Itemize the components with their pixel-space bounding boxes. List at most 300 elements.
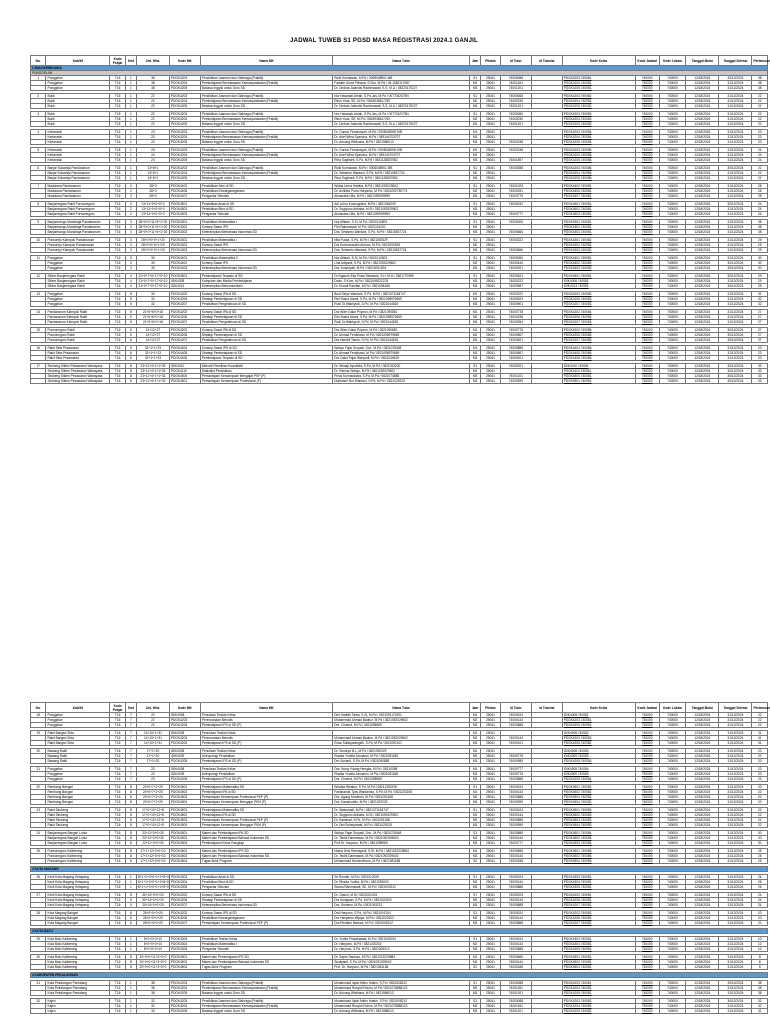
- cell-kab: Kecil Kota Magang Ketapang: [46, 893, 110, 898]
- cell-pil: 25041: [481, 859, 501, 864]
- cell-kab: Kertanelai: [46, 140, 110, 145]
- cell-prt: 24: [752, 153, 768, 158]
- cell-pok: T16: [110, 731, 125, 736]
- cell-prt: 22: [752, 718, 768, 723]
- cell-pil: 25041: [481, 880, 501, 885]
- cell-smt: 7: [125, 777, 136, 782]
- cell-smt: 1: [125, 112, 136, 117]
- cell-kab: Banjarnegara Bangsri Luhur: [46, 831, 110, 836]
- cell-sel: 31/12/2024: [719, 741, 752, 746]
- cell-kab: Kertanelai: [46, 158, 110, 163]
- cell-jam: M2: [470, 1004, 481, 1009]
- cell-pil: 25041: [481, 356, 501, 361]
- cell-kode: PDGK4502: [169, 813, 200, 818]
- cell-jam: M3: [470, 302, 481, 307]
- column-header: Kode Kelas: [562, 703, 635, 713]
- cell-sel: 31/12/2024: [719, 991, 752, 996]
- cell-lok: 740000: [659, 713, 685, 718]
- cell-smt: 4: [125, 274, 136, 279]
- cell-jad: 740000: [635, 831, 659, 836]
- cell-lok: 740000: [659, 86, 685, 91]
- cell-jml: 38: [136, 86, 169, 91]
- cell-kode: PDGK4501: [169, 831, 200, 836]
- cell-smt: 7: [125, 718, 136, 723]
- cell-tutor: Nila Fuska, S.Pd, M.Pd / 0821092529: [333, 238, 470, 243]
- cell-smt: 1: [125, 981, 136, 986]
- cell-mulai: 12/18/2024: [686, 184, 719, 189]
- subsection-label: PUNGGELAN: [31, 71, 768, 76]
- cell-kelas: PDGK4110.740081: [562, 369, 635, 374]
- cell-jam: M2: [470, 279, 481, 284]
- cell-lok: 740000: [659, 937, 685, 942]
- cell-jad: 740000: [635, 986, 659, 991]
- cell-mulai: 12/18/2024: [686, 194, 719, 199]
- cell-prt: 20: [752, 749, 768, 754]
- cell-mulai: 12/18/2024: [686, 991, 719, 996]
- cell-sel: 31/12/2024: [719, 351, 752, 356]
- cell-mulai: 12/18/2024: [686, 266, 719, 271]
- cell-mulai: 12/18/2024: [686, 158, 719, 163]
- cell-tutor: Dr. Dedras Jalandis Rachmawati, S.S, M.Li / 08220175227: [333, 104, 470, 109]
- cell-kab: Banjarnegara Rakit Purwonegoro: [46, 207, 110, 212]
- cell-kab: Kota Pekalongan Pemalang: [46, 981, 110, 986]
- cell-kab: Punggelan: [46, 297, 110, 302]
- cell-lok: 740000: [659, 207, 685, 212]
- cell-id: 74000144: [500, 942, 531, 947]
- cell-sel: 30/12/2024: [719, 338, 752, 343]
- cell-kelas: PDGK4502.740082: [562, 790, 635, 795]
- cell-jml: 21+0+7+0+17+0+10: [136, 274, 169, 279]
- cell-tutor: Dr. Winarji Ayudhita, S.Pd, M.Pd / 0821093200: [333, 364, 470, 369]
- cell-kelas: PDGK4205.740081: [562, 723, 635, 728]
- cell-jam: S2: [470, 859, 481, 864]
- cell-pil: 25041: [481, 158, 501, 163]
- cell-kab: Kota Batu Kalibening: [46, 942, 110, 947]
- cell-jam: M2: [470, 736, 481, 741]
- cell-jam: S1: [470, 274, 481, 279]
- cell-kab: Kota Magang Bangsri: [46, 921, 110, 926]
- cell-mulai: 12/18/2024: [686, 921, 719, 926]
- cell-pil: 25041: [481, 184, 501, 189]
- cell-sel: 31/12/2024: [719, 718, 752, 723]
- cell-pil: 25041: [481, 813, 501, 818]
- cell-smt: 8: [125, 790, 136, 795]
- cell-pok: T18: [110, 112, 125, 117]
- cell-kab: Punggelan: [46, 767, 110, 772]
- cell-smt: 1: [125, 122, 136, 127]
- column-header: Id Tutor: [500, 703, 531, 713]
- cell-jam: M2: [470, 818, 481, 823]
- cell-tutor: Drs. Kusmiyati, M.Pd / 08210091534: [333, 266, 470, 271]
- cell-mk: Pembelajaran Berwawasan Kemasyarakatan (Praktik): [200, 135, 332, 140]
- cell-smt: 8: [125, 831, 136, 836]
- cell-lok: 740000: [659, 849, 685, 854]
- cell-id: 74000888: [500, 795, 531, 800]
- cell-mk: Pendidikan Jasmani dan Olahraga (Praktik): [200, 130, 332, 135]
- cell-id: 74000523: [500, 297, 531, 302]
- cell-kab: Kota Batu Kalibening: [46, 965, 110, 970]
- cell-pil: 25041: [481, 315, 501, 320]
- cell-tutor: Dini Harifah Tama, S.Si, M.Pd / 0821091171901: [333, 713, 470, 718]
- cell-lok: 740000: [659, 194, 685, 199]
- column-header: Pilotas: [481, 56, 501, 66]
- cell-mulai: 12/18/2024: [686, 759, 719, 764]
- cell-lok: 740000: [659, 189, 685, 194]
- cell-prt: 24: [752, 202, 768, 207]
- cell-pok: T16: [110, 374, 125, 379]
- cell-tutor: Muhammad Ahmad Badruz, M.Pd / 0821092029602: [333, 736, 470, 741]
- cell-mk: Bahasa Inggris untuk Guru SD: [200, 991, 332, 996]
- cell-kelas: IDIK4008.740081: [562, 713, 635, 718]
- cell-sel: 31/12/2024: [719, 942, 752, 947]
- cell-smt: 7: [125, 772, 136, 777]
- cell-jml: 28+0+0+11+5+1+20: [136, 220, 169, 225]
- cell-jml: 20+0+7+2+20: [136, 795, 169, 800]
- cell-pok: T16: [110, 777, 125, 782]
- cell-kelas: PDGK4205.740083: [562, 122, 635, 127]
- cell-jam: S1: [470, 364, 481, 369]
- cell-prt: 25: [752, 849, 768, 854]
- cell-tutor: Rudi Ta Wakhyudi, S.Pd, M.Pd / 0821044528: [333, 302, 470, 307]
- cell-lok: 740000: [659, 790, 685, 795]
- cell-mk: Pendidikan Matematika I: [200, 238, 332, 243]
- cell-mulai: 12/18/2024: [686, 841, 719, 846]
- cell-smt: 1: [125, 991, 136, 996]
- cell-mulai: 12/18/2024: [686, 947, 719, 952]
- cell-tutor: Dr. Sapto Santoso, M.Pd / 0821022229884: [333, 955, 470, 960]
- cell-smt: 1: [125, 76, 136, 81]
- cell-mulai: 12/18/2024: [686, 148, 719, 153]
- cell-pil: 25041: [481, 736, 501, 741]
- cell-sel: 31/12/2024: [719, 158, 752, 163]
- cell-prt: 32: [752, 297, 768, 302]
- cell-lok: 740000: [659, 898, 685, 903]
- cell-sel: 31/12/2024: [719, 986, 752, 991]
- cell-mulai: 12/18/2024: [686, 140, 719, 145]
- cell-kode: PDGK4406: [169, 189, 200, 194]
- cell-pok: T16: [110, 885, 125, 890]
- cell-pil: 25041: [481, 369, 501, 374]
- cell-mulai: 12/18/2024: [686, 112, 719, 117]
- cell-kelas: PDGK4204.740082: [562, 1004, 635, 1009]
- cell-sel: 31/12/2024: [719, 171, 752, 176]
- cell-lok: 740000: [659, 991, 685, 996]
- cell-tutor: Drs Wien Gatot Priyono, M.Pd / 0821090881: [333, 310, 470, 315]
- cell-tutor: Drs Gatot Fajar Wahyudi, M.Pd / 0821044528: [333, 356, 470, 361]
- cell-prt: 24: [752, 207, 768, 212]
- cell-kelas: PDGK4302.740081: [562, 225, 635, 230]
- cell-prt: 29: [752, 238, 768, 243]
- cell-lok: 740000: [659, 158, 685, 163]
- cell-sel: 31/12/2024: [719, 836, 752, 841]
- cell-kelas: PDGK4403.740083: [562, 266, 635, 271]
- cell-mk: Bahasa Inggris untuk Guru SD: [200, 104, 332, 109]
- cell-pil: 25041: [481, 328, 501, 333]
- cell-jam: S1: [470, 202, 481, 207]
- column-header: Kode Kelas: [562, 56, 635, 66]
- cell-jad: 740000: [635, 220, 659, 225]
- cell-pil: 25041: [481, 1009, 501, 1014]
- cell-kab: Purwonegoro Kalibening: [46, 859, 110, 864]
- cell-jad: 740000: [635, 955, 659, 960]
- cell-mk: Keterampilan Berbahasa Indonesia SD: [200, 903, 332, 908]
- cell-pok: T16: [110, 220, 125, 225]
- cell-smt: 1: [125, 1009, 136, 1014]
- cell-kode: PDGK4402: [169, 261, 200, 266]
- cell-kab: Punggelan: [46, 256, 110, 261]
- cell-prt: 23: [752, 130, 768, 135]
- cell-mulai: 12/18/2024: [686, 135, 719, 140]
- cell-mk: Tugas Akhir Program: [200, 965, 332, 970]
- cell-jam: M3: [470, 723, 481, 728]
- cell-mk: Pendidikan Anak di SD: [200, 202, 332, 207]
- cell-jam: S1: [470, 94, 481, 99]
- cell-no: 26: [31, 875, 46, 880]
- cell-kode: PDGK4110: [169, 369, 200, 374]
- cell-jad: 740000: [635, 379, 659, 384]
- cell-id: 74001101: [500, 374, 531, 379]
- cell-smt: 8: [125, 785, 136, 790]
- cell-mk: Pembelajaran IPA di SD: [200, 813, 332, 818]
- cell-kelas: PDGK4207.740082: [562, 921, 635, 926]
- cell-pok: T16: [110, 823, 125, 828]
- cell-prt: 38: [752, 991, 768, 996]
- cell-kode: PDGK4502: [169, 207, 200, 212]
- cell-pil: 25041: [481, 238, 501, 243]
- column-header: Nama Tutor: [333, 703, 470, 713]
- cell-lok: 740000: [659, 302, 685, 307]
- cell-tutor: Drs Wien Gatot Priyono, M.Pd / 0821090881: [333, 328, 470, 333]
- cell-tutor: Dr. Ahmad Ferdinand, M.Pd / 0821098979669: [333, 351, 470, 356]
- cell-pok: T16: [110, 266, 125, 271]
- cell-smt: 6: [125, 916, 136, 921]
- cell-tutor: Muhammad Ahmad Badruz, M.Pd / 0821092029602: [333, 718, 470, 723]
- cell-kelas: PDGK4203.740082: [562, 94, 635, 99]
- cell-lok: 740000: [659, 718, 685, 723]
- cell-pok: T18: [110, 153, 125, 158]
- cell-jam: M2: [470, 960, 481, 965]
- cell-mk: Pembelajaran Berwawasan Kemasyarakatan (Praktik): [200, 153, 332, 158]
- cell-smt: 2: [125, 207, 136, 212]
- cell-jad: 740000: [635, 903, 659, 908]
- cell-kode: PDGK4206: [169, 315, 200, 320]
- cell-jml: 20+0+0+11+3+0+0: [136, 960, 169, 965]
- cell-mulai: 12/18/2024: [686, 718, 719, 723]
- cell-jad: 740000: [635, 297, 659, 302]
- section-label: 3 KOTA BATU: [31, 929, 768, 934]
- cell-mulai: 12/18/2024: [686, 176, 719, 181]
- cell-tutor: Dr. Yunita Prasetiawati, M.Pd / 0821002004: [333, 937, 470, 942]
- cell-kode: PDGK4204: [169, 1004, 200, 1009]
- cell-id: 74000778: [500, 772, 531, 777]
- cell-jml: 32: [136, 1009, 169, 1014]
- cell-kelas: PDGK4202.740082: [562, 911, 635, 916]
- cell-pok: T16: [110, 256, 125, 261]
- cell-jml: 30+14+0+0+20: [136, 893, 169, 898]
- cell-id: 74000999: [500, 800, 531, 805]
- cell-kelas: PDGK4303.740082: [562, 248, 635, 253]
- cell-sel: 31/12/2024: [719, 94, 752, 99]
- cell-kode: PDGK4205: [169, 158, 200, 163]
- cell-pil: 25041: [481, 754, 501, 759]
- cell-mk: Bahasa Inggris untuk Guru SD: [200, 86, 332, 91]
- cell-lok: 740000: [659, 955, 685, 960]
- cell-jml: 32: [136, 302, 169, 307]
- cell-prt: 27: [752, 315, 768, 320]
- cell-smt: 2: [125, 189, 136, 194]
- cell-tutor: Muhammad Rosyidi Rohim, M.Pd / 0821078888123: [333, 1004, 470, 1009]
- cell-lok: 740000: [659, 130, 685, 135]
- cell-mulai: 12/18/2024: [686, 772, 719, 777]
- cell-tutor: Nur Alfiaah, S.Si, M.Pd / 0821010503: [333, 220, 470, 225]
- cell-mulai: 12/18/2024: [686, 369, 719, 374]
- cell-kelas: PDGK4303.740081: [562, 937, 635, 942]
- cell-kode: PDGK4501: [169, 274, 200, 279]
- cell-smt: 8: [125, 379, 136, 384]
- cell-jml: 28+0: [136, 184, 169, 189]
- cell-lok: 740000: [659, 921, 685, 926]
- cell-kelas: PDGK4202.740084: [562, 310, 635, 315]
- cell-jad: 740000: [635, 818, 659, 823]
- cell-lok: 740000: [659, 112, 685, 117]
- cell-no: 21: [31, 767, 46, 772]
- cell-smt: 8: [125, 374, 136, 379]
- cell-prt: 31: [752, 736, 768, 741]
- cell-jam: M1: [470, 836, 481, 841]
- cell-lok: 740000: [659, 364, 685, 369]
- cell-lok: 740000: [659, 328, 685, 333]
- cell-lok: 740000: [659, 903, 685, 908]
- cell-kode: IDIK4009: [169, 754, 200, 759]
- cell-no: 8: [31, 202, 46, 207]
- column-header: Kode MK: [169, 703, 200, 713]
- cell-mulai: 12/18/2024: [686, 207, 719, 212]
- cell-id: 74000985: [500, 759, 531, 764]
- cell-id: 74000024: [500, 875, 531, 880]
- cell-kab: Rakit Bangsri Sirta: [46, 736, 110, 741]
- cell-jml: 32+1+1+23: [136, 346, 169, 351]
- cell-prt: 22: [752, 112, 768, 117]
- cell-jam: M2: [470, 171, 481, 176]
- cell-pok: T16: [110, 741, 125, 746]
- cell-kelas: PDGK4206.740085: [562, 333, 635, 338]
- cell-id: 74000144: [500, 898, 531, 903]
- cell-jad: 740000: [635, 166, 659, 171]
- cell-mk: Pendidikan Matematika I: [200, 220, 332, 225]
- cell-prt: 32: [752, 302, 768, 307]
- cell-jad: 740000: [635, 230, 659, 235]
- cell-kode: PDGK4207: [169, 921, 200, 926]
- cell-mulai: 12/18/2024: [686, 122, 719, 127]
- cell-jml: 13+8+1: [136, 166, 169, 171]
- cell-smt: 2: [125, 184, 136, 189]
- cell-kode: PDGK4502: [169, 854, 200, 859]
- cell-id: 74001181: [500, 1004, 531, 1009]
- cell-jam: S1: [470, 831, 481, 836]
- cell-jml: 14+10+1+31: [136, 736, 169, 741]
- cell-sel: 31/12/2024: [719, 153, 752, 158]
- cell-mk: Bahasa Inggris untuk Guru SD: [200, 122, 332, 127]
- cell-sel: 31/12/2024: [719, 947, 752, 952]
- cell-pok: T16: [110, 759, 125, 764]
- cell-kelas: IDIK4009.740083: [562, 754, 635, 759]
- column-header: Jml. Mhs.: [136, 703, 169, 713]
- cell-mk: Pendidikan Kewarganegaraan: [200, 916, 332, 921]
- cell-mulai: 12/18/2024: [686, 212, 719, 217]
- cell-prt: 26: [752, 885, 768, 890]
- cell-id: 74000888: [500, 346, 531, 351]
- cell-jml: 22: [136, 94, 169, 99]
- cell-mulai: 12/18/2024: [686, 999, 719, 1004]
- cell-no: 32: [31, 999, 46, 1004]
- cell-tutor: Dr. Dedras Jalandis Rachmawati, S.S, M.Li / 08220175227: [333, 86, 470, 91]
- cell-jad: 740000: [635, 880, 659, 885]
- cell-pil: 25041: [481, 140, 501, 145]
- cell-pok: T16: [110, 248, 125, 253]
- cell-pok: T16: [110, 194, 125, 199]
- cell-pil: 25041: [481, 965, 501, 970]
- cell-smt: 8: [125, 808, 136, 813]
- cell-id: 74001201: [500, 991, 531, 996]
- cell-sel: 31/12/2024: [719, 302, 752, 307]
- cell-sel: 31/12/2024: [719, 731, 752, 736]
- cell-lok: 740000: [659, 220, 685, 225]
- cell-tutor: Dr. Gunrar Firmansyah, M.Pd / 0008048900 MB: [333, 148, 470, 153]
- cell-lok: 740000: [659, 859, 685, 864]
- cell-lok: 740000: [659, 184, 685, 189]
- cell-jml: 17+0+10+12+8: [136, 813, 169, 818]
- cell-jad: 740000: [635, 171, 659, 176]
- cell-sel: 31/12/2024: [719, 112, 752, 117]
- cell-pil: 25041: [481, 112, 501, 117]
- cell-mk: Pembelajaran Terpadu di SD: [200, 356, 332, 361]
- cell-id: 74000521: [500, 274, 531, 279]
- cell-id: 74000888: [500, 947, 531, 952]
- cell-prt: 30: [752, 841, 768, 846]
- cell-kelas: PDGK4501.740082: [562, 785, 635, 790]
- cell-sel: 31/12/2024: [719, 194, 752, 199]
- cell-sel: 31/12/2024: [719, 356, 752, 361]
- cell-pok: T16: [110, 279, 125, 284]
- cell-pil: 25041: [481, 364, 501, 369]
- cell-sel: 31/12/2024: [719, 785, 752, 790]
- cell-kab: Rembang Bangsri: [46, 800, 110, 805]
- cell-sel: 31/12/2024: [719, 777, 752, 782]
- cell-kab: Purwonegoro Rakit: [46, 328, 110, 333]
- cell-kode: PDGK4206: [169, 916, 200, 921]
- cell-mk: Pendidikan Jasmani dan Olahraga (Praktik): [200, 148, 332, 153]
- cell-id: 74001025: [500, 184, 531, 189]
- cell-kode: PDGK4205: [169, 104, 200, 109]
- cell-tutor: Sri Rumah, M.Pd / 0821012025: [333, 875, 470, 880]
- cell-mulai: 12/18/2024: [686, 230, 719, 235]
- cell-tutor: Drs. Sutrisno, M.Pd / 0821009212: [333, 903, 470, 908]
- cell-kab: Punggelan: [46, 292, 110, 297]
- cell-kelas: PDGK4204.740081: [562, 986, 635, 991]
- cell-kab: Bukit: [46, 104, 110, 109]
- cell-kab: Rakit Sirukeng: [46, 813, 110, 818]
- cell-pil: 25041: [481, 243, 501, 248]
- cell-kelas: PDGK4204.740081: [562, 81, 635, 86]
- cell-mulai: 12/18/2024: [686, 911, 719, 916]
- cell-kab: Kajen: [46, 1004, 110, 1009]
- cell-lok: 740000: [659, 212, 685, 217]
- cell-kab: Pandanarum Klampok Rakit: [46, 320, 110, 325]
- cell-id: 74001181: [500, 986, 531, 991]
- cell-smt: 5: [125, 903, 136, 908]
- cell-tutor: Drs. Kamaluddin, M.Pd / 0821029225: [333, 800, 470, 805]
- cell-smt: 1: [125, 942, 136, 947]
